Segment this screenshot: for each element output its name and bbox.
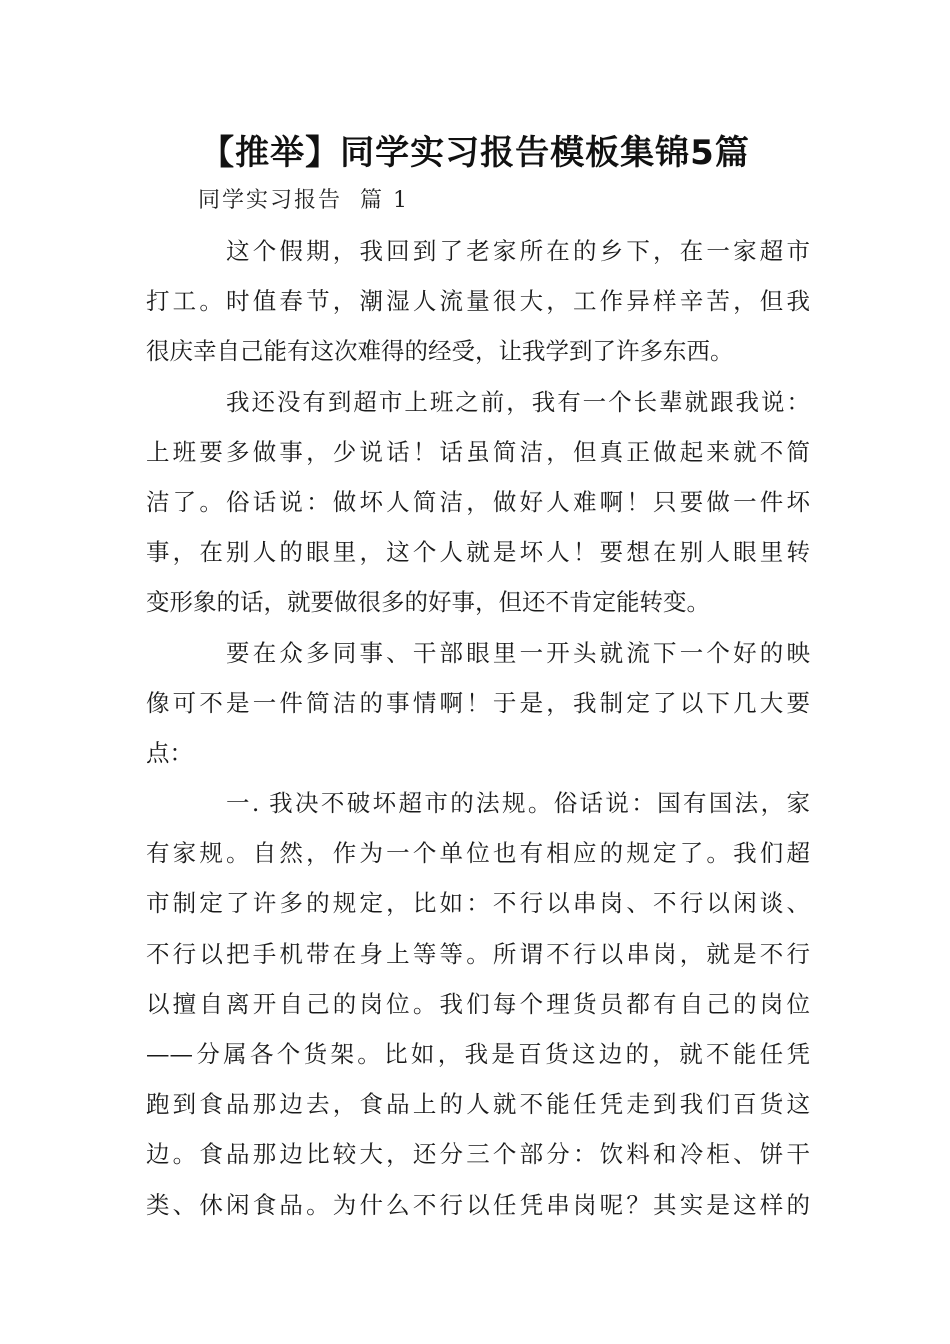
text-line: 事，在别人的眼里，这个人就是坏人！要想在别人眼里转	[146, 538, 810, 567]
text-line: 跑到食品那边去，食品上的人就不能任凭走到我们百货这	[146, 1090, 810, 1119]
text-line: 这个假期，我回到了老家所在的乡下，在一家超市	[226, 237, 810, 265]
text-line: 打工。时值春节，潮湿人流量很大，工作异样辛苦，但我	[146, 287, 810, 316]
body-text	[146, 226, 810, 1230]
text-line: 市制定了许多的规定，比如：不行以串岗、不行以闲谈、	[146, 889, 810, 918]
text-line: 以擅自离开自己的岗位。我们每个理货员都有自己的岗位	[146, 989, 810, 1018]
text-line: 变形象的话，就要做很多的好事，但还不肯定能转变。	[146, 588, 710, 617]
text-line: 很庆幸自己能有这次难得的经受，让我学到了许多东西。	[146, 337, 734, 366]
text-line: 边。食品那边比较大，还分三个部分：饮料和冷柜、饼干	[146, 1140, 810, 1169]
text-line: 不行以把手机带在身上等等。所谓不行以串岗，就是不行	[146, 939, 810, 968]
page-title: 【推举】同学实习报告模板集锦5篇	[200, 133, 750, 173]
text-line: 像可不是一件简洁的事情啊！于是，我制定了以下几大要	[146, 688, 810, 717]
text-line: 一. 我决不破坏超市的法规。俗话说：国有国法，家	[226, 789, 810, 818]
text-line: 点：	[146, 738, 193, 767]
text-line: 有家规。自然，作为一个单位也有相应的规定了。我们超	[146, 839, 810, 868]
text-line: 类、休闲食品。为什么不行以任凭串岗呢？其实是这样的	[146, 1190, 810, 1219]
text-line: 洁了。俗话说：做坏人简洁，做好人难啊！只要做一件坏	[146, 487, 810, 516]
text-line: 我还没有到超市上班之前，我有一个长辈就跟我说：	[226, 387, 810, 416]
section-heading: 同学实习报告 篇 1	[198, 188, 409, 213]
text-line: ——分属各个货架。比如，我是百货这边的，就不能任凭	[146, 1040, 810, 1068]
text-line: 要在众多同事、干部眼里一开头就流下一个好的映	[226, 638, 810, 667]
text-line: 上班要多做事，少说话！话虽简洁，但真正做起来就不简	[146, 437, 810, 466]
